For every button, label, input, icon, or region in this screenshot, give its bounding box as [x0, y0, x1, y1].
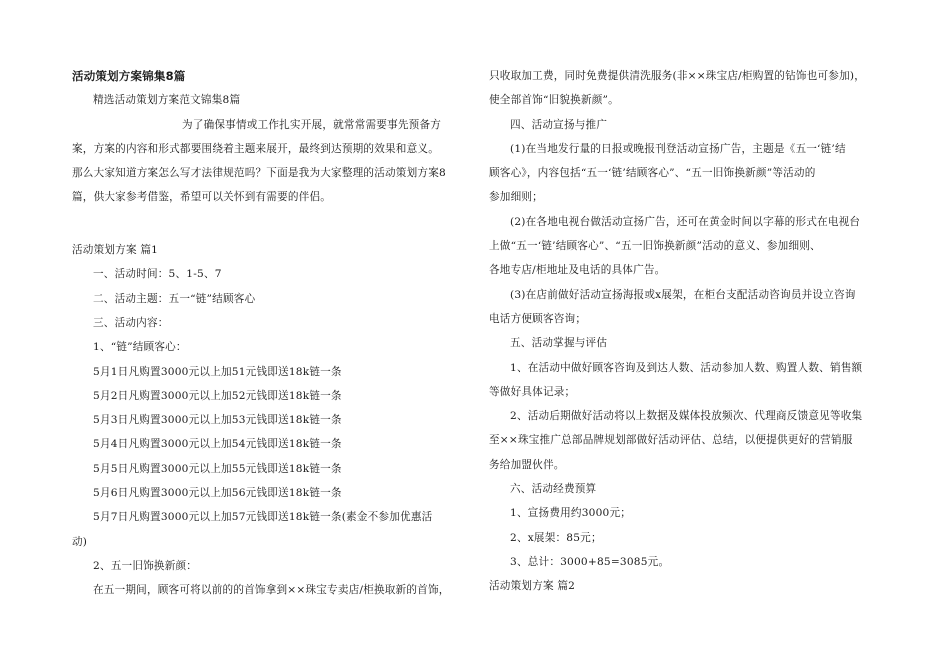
- plan-paragraph: 在五一期间，顾客可将以前的的首饰拿到××珠宝专卖店/柜换取新的首饰，: [93, 584, 450, 597]
- document-subtitle: 精选活动策划方案范文锦集8篇: [93, 94, 241, 107]
- plan-item: 1、“链”结顾客心：: [93, 341, 187, 354]
- plan-item: 二、活动主题：五一“链”结顾客心: [93, 292, 256, 305]
- right-line: 2、x展架：85元；: [510, 531, 602, 544]
- plan-item: 5月4日凡购置3000元以上加54元钱即送18k链一条: [93, 438, 342, 451]
- plan-item: 5月7日凡购置3000元以上加57元钱即送18k链一条(素金不参加优惠活: [93, 511, 433, 524]
- plan-item: 2、五一旧饰换新颜：: [93, 559, 198, 572]
- right-line: 使全部首饰“旧貌换新颜”。: [489, 94, 619, 107]
- plan-item: 5月3日凡购置3000元以上加53元钱即送18k链一条: [93, 414, 342, 427]
- plan-item: 5月5日凡购置3000元以上加55元钱即送18k链一条: [93, 462, 342, 475]
- right-line: 参加细则；: [489, 191, 543, 204]
- right-line: (2)在各地电视台做活动宣扬广告，还可在黄金时间以字幕的形式在电视台: [510, 215, 861, 228]
- right-line: 电话方便顾客咨询；: [489, 312, 587, 325]
- right-line: 2、活动后期做好活动将以上数据及媒体投放频次、代理商反馈意见等收集: [510, 410, 863, 423]
- plan-item: 5月2日凡购置3000元以上加52元钱即送18k链一条: [93, 389, 342, 402]
- right-line: 顾客心》，内容包括“五一‘链’结顾客心”、“五一旧饰换新颜”等活动的: [489, 167, 816, 180]
- right-line: 只收取加工费，同时免费提供清洗服务(非××珠宝店/柜购置的钻饰也可参加)，: [489, 70, 865, 82]
- intro-line: 那么大家知道方案怎么写才法律规范吗？下面是我为大家整理的活动策划方案8: [72, 167, 446, 180]
- right-line: 至××珠宝推广总部品牌规划部做好活动评估、总结，以便提供更好的营销服: [489, 434, 853, 447]
- document-title: 活动策划方案锦集8篇: [72, 69, 186, 83]
- plan-item-wrap: 动): [72, 535, 88, 548]
- intro-line: 案，方案的内容和形式都要围绕着主题来展开，最终到达预期的效果和意义。: [72, 142, 439, 155]
- plan-item: 5月1日凡购置3000元以上加51元钱即送18k链一条: [93, 365, 342, 378]
- plan-item: 一、活动时间：5、1-5、7: [93, 268, 222, 281]
- plan-item: 三、活动内容：: [93, 316, 169, 329]
- right-line: 上做“五一‘链’结顾客心”、“五一旧饰换新颜”活动的意义、参加细则、: [489, 240, 821, 253]
- intro-line: 为了确保事情或工作扎实开展，就常常需要事先预备方: [182, 118, 442, 131]
- right-line: 六、活动经费预算: [510, 483, 597, 496]
- section-heading: 活动策划方案 篇2: [489, 580, 576, 593]
- right-line: 3、总计：3000+85=3085元。: [510, 555, 670, 568]
- right-line: 五、活动掌握与评估: [510, 337, 608, 350]
- right-line: 各地专店/柜地址及电话的具体广告。: [489, 264, 666, 277]
- left-column: [72, 64, 474, 603]
- blank-line: [72, 210, 474, 234]
- intro-line: 篇，供大家参考借鉴，希望可以关怀到有需要的伴侣。: [72, 191, 332, 204]
- plan-item: 5月6日凡购置3000元以上加56元钱即送18k链一条: [93, 487, 342, 500]
- right-line: 等做好具体记录；: [489, 385, 576, 398]
- right-line: (3)在店前做好活动宣扬海报或x展架，在柜台支配活动咨询员并设立咨询: [510, 288, 856, 301]
- right-line: (1)在当地发行量的日报或晚报刊登活动宣扬广告，主题是《五一‘链’结: [510, 142, 846, 155]
- section-heading: 活动策划方案 篇1: [72, 244, 159, 257]
- right-line: 四、活动宣扬与推广: [510, 118, 608, 131]
- right-column: [489, 64, 891, 599]
- right-line: 务给加盟伙伴。: [489, 458, 565, 471]
- right-line: 1、在活动中做好顾客咨询及到达人数、活动参加人数、购置人数、销售额: [510, 361, 863, 374]
- right-line: 1、宣扬费用约3000元；: [510, 507, 632, 520]
